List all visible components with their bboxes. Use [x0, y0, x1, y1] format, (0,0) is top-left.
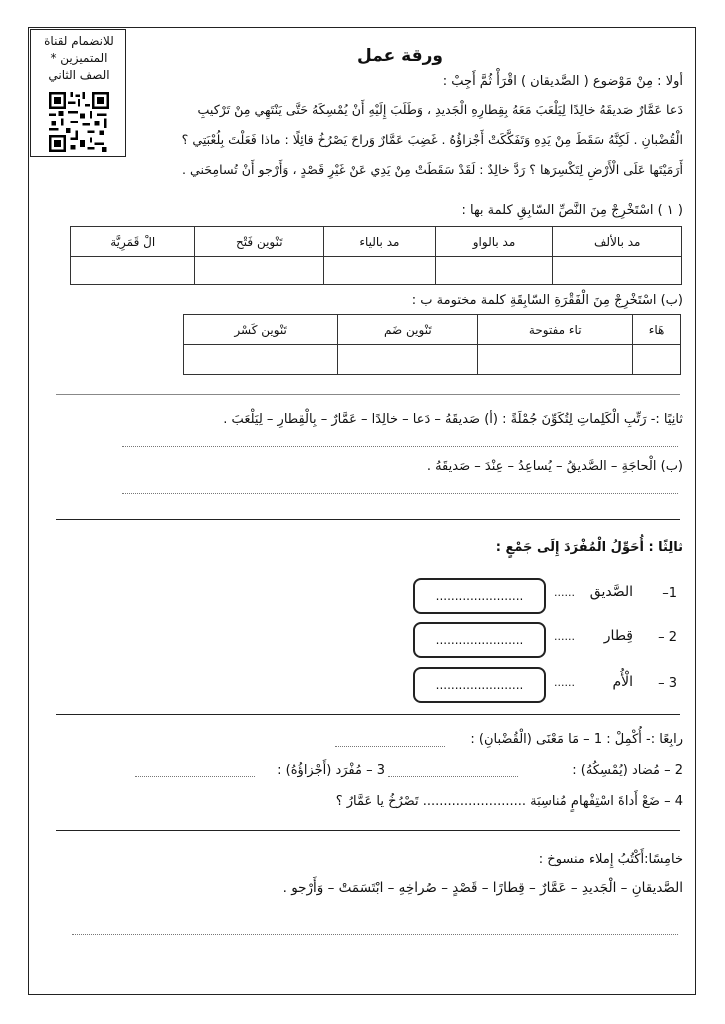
- plural-answer-box[interactable]: .......................: [413, 578, 546, 614]
- part-b-prompt: (ب) اسْتَخْرِجْ مِنَ الْفَقْرَةِ السّابِقَةِ كلمة مختومة ب :: [411, 293, 683, 308]
- answer-dotted-line[interactable]: [122, 446, 678, 447]
- part-a-header: تَنْوين فَتْح: [195, 227, 324, 257]
- plural-item-word: قِطار: [603, 628, 633, 644]
- part-b-header: تَنْوين ضَم: [338, 315, 478, 345]
- part-b-header: هَاء: [633, 315, 681, 345]
- part-b-header: تَنْوين كَسْر: [184, 315, 338, 345]
- plural-item-number: 2 –: [658, 630, 677, 645]
- qr-code-icon[interactable]: [49, 92, 109, 152]
- plural-item-word: الصَّديق: [589, 584, 633, 600]
- plural-item-dots: ......: [554, 676, 575, 689]
- answer-dotted-line[interactable]: [388, 776, 518, 777]
- dictation-words: الصَّديقانِ – الْجَديدِ – عَمَّارٌ – قِطارًا – قَصْدٍ – صُراخِهِ – ابْتَسَمَتْ – وَأَرْجو .: [282, 880, 683, 896]
- section4-line-2a: 2 – مُضاد (يُمْسِكُهُ) :: [572, 763, 683, 778]
- answer-dotted-line[interactable]: [72, 934, 678, 935]
- part-b-table: [183, 314, 681, 375]
- part-a-answer-cell[interactable]: [71, 257, 195, 285]
- section3-heading: ثالِثًا : أُحَوِّلُ الْمُفْرَدَ إِلَى جَمْعٍ :: [495, 540, 683, 555]
- part-b-header: تاء مفتوحة: [478, 315, 633, 345]
- part-a-table: [70, 226, 682, 285]
- channel-line-2: المتميزين *: [50, 51, 108, 65]
- part-a-answer-cell[interactable]: [553, 257, 682, 285]
- answer-dotted-line[interactable]: [122, 493, 678, 494]
- part-b-answer-cell[interactable]: [338, 345, 478, 375]
- section-divider: [56, 830, 680, 831]
- section-divider: [56, 394, 680, 395]
- part-a-header: مد بالواو: [435, 227, 553, 257]
- part-a-header: مد بالألف: [553, 227, 682, 257]
- part-a-answer-cell[interactable]: [324, 257, 435, 285]
- answer-dotted-line[interactable]: [335, 746, 445, 747]
- plural-item-number: 1–: [662, 586, 677, 601]
- section-divider: [56, 714, 680, 715]
- part-a-header: الْ قَمَرِيَّة: [71, 227, 195, 257]
- channel-qr-box[interactable]: [30, 29, 126, 157]
- passage-line-2: الْقُضْبانِ . لَكِنَّهُ سَقَطَ مِنْ يَدِهِ وَتَفَكَّكَتْ أَجْزاؤُهُ . غَضِبَ عَمَّارٌ وَراحَ يَصْرُخُ قائِلًا : ماذا فَعَلْتَ بِلُعْبَتِي ؟: [181, 132, 683, 147]
- section1-heading: أولا : مِنْ مَوْضوع ( الصَّديقان ) اقْرَأْ ثُمَّ أَجِبْ :: [442, 74, 683, 89]
- part-a-prompt: ( ١ ) اسْتَخْرِجْ مِنَ النَّصِّ السّابِقِ كلمة بها :: [461, 203, 683, 218]
- plural-item-word: الْأُم: [612, 674, 633, 690]
- channel-line-1: للانضمام لقناة: [44, 34, 114, 48]
- plural-answer-box[interactable]: .......................: [413, 667, 546, 703]
- section-divider: [56, 519, 680, 520]
- worksheet-title: ورقة عمل: [357, 46, 443, 66]
- part-a-answer-cell[interactable]: [435, 257, 553, 285]
- part-b-answer-cell[interactable]: [184, 345, 338, 375]
- section4-line-1: رابِعًا :- أُكْمِلْ : 1 – مَا مَعْنَى (الْقُضْبانِ) :: [470, 732, 683, 747]
- section4-line-3: 4 – ضَعْ أَداةَ اسْتِفْهامٍ مُناسِبَة ......................... تَصْرُخُ يا عَمَّارُ ؟: [335, 794, 683, 809]
- passage-line-3: أَرَمَيْتَها عَلَى الْأَرْضِ لِتَكْسِرَها ؟ رَدَّ خالِدٌ : لَقَدْ سَقَطَتْ مِنْ يَدِي عَنْ غَيْرِ قَصْدٍ ، وَأَرْجو أَنْ تُسامِحَني .: [182, 162, 683, 177]
- part-a-header: مد بالياء: [324, 227, 435, 257]
- plural-item-dots: ......: [554, 630, 575, 643]
- part-a-answer-cell[interactable]: [195, 257, 324, 285]
- part-b-answer-cell[interactable]: [633, 345, 681, 375]
- channel-line-3: الصف الثاني: [48, 68, 110, 82]
- part-b-answer-cell[interactable]: [478, 345, 633, 375]
- answer-dotted-line[interactable]: [135, 776, 255, 777]
- plural-item-dots: ......: [554, 586, 575, 599]
- passage-line-1: دَعا عَمَّارٌ صَديقَهُ خالِدًا لِيَلْعَبَ مَعَهُ بِقِطارِهِ الْجَديدِ ، وَطَلَبَ إِلَيْهِ أَنْ يُمْسِكَهُ حَتَّى يَنْتَهِي مِنْ تَرْكيبِ: [197, 102, 683, 117]
- section2-line-a: ثانِيًا :- رَتِّبِ الْكَلِماتِ لِتُكَوِّنَ جُمْلَةً : (أ) صَديقَهُ – دَعا – خالِدًا – عَمَّارٌ – بِالْقِطارِ – لِيَلْعَبَ .: [223, 412, 683, 427]
- section4-line-2b: 3 – مُفْرَد (أَجْزاؤُهُ) :: [277, 763, 385, 778]
- plural-item-number: 3 –: [658, 676, 677, 691]
- section5-heading: خامِسًا:أَكْتُبُ إِملاء منسوخ :: [538, 852, 683, 867]
- section2-line-b: (ب) الْحاجَةِ – الصَّديقُ – يُساعِدُ – عِنْدَ – صَديقَهُ .: [426, 459, 683, 474]
- plural-answer-box[interactable]: .......................: [413, 622, 546, 658]
